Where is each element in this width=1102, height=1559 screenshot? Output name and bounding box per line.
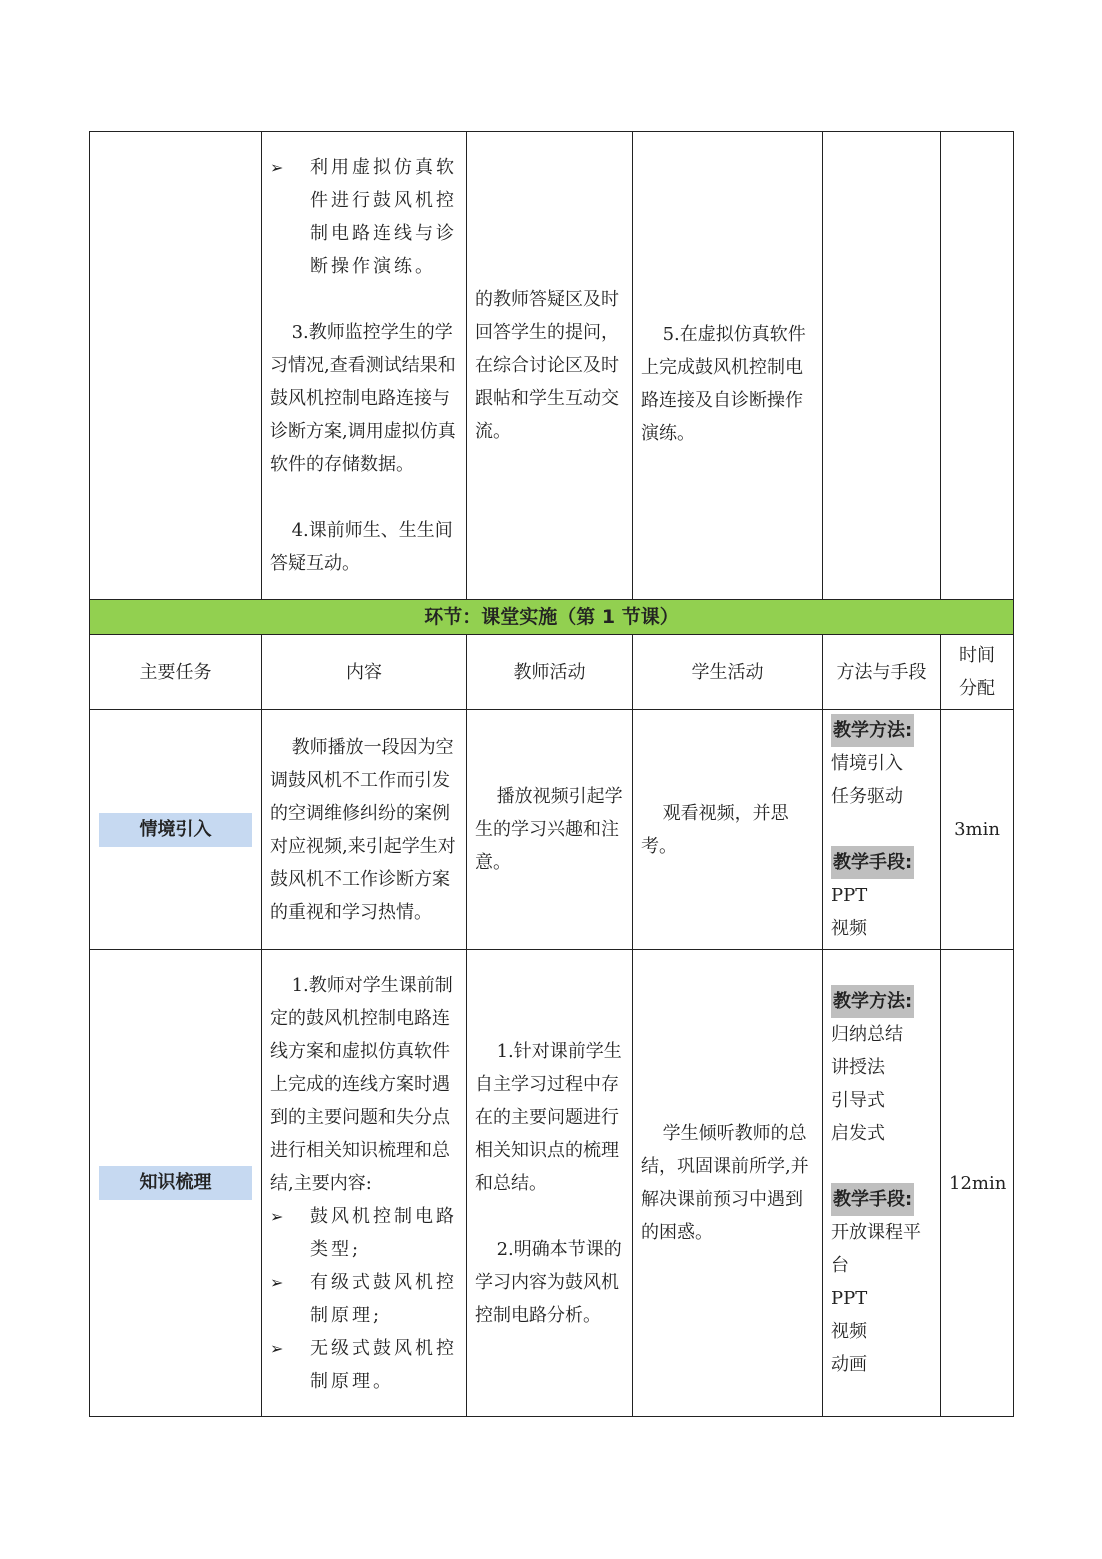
means-item: PPT [831, 1288, 868, 1309]
method-item: 启发式 [831, 1123, 885, 1144]
content-paragraph-3: 3.教师监控学生的学习情况,查看测试结果和鼓风机控制电路连接与诊断方案,调用虚拟仿真软件的存储数据。 [270, 322, 456, 475]
continued-row [90, 132, 1014, 600]
arrow-bullet-icon: ➢ [270, 1272, 284, 1292]
content-bullet: ➢ 无级式鼓风机控制原理。 [270, 1332, 458, 1398]
continued-method-cell [823, 132, 941, 600]
arrow-bullet-icon: ➢ [270, 158, 284, 177]
method-item: 归纳总结 [831, 1024, 903, 1045]
teacher-cell: 播放视频引起学生的学习兴趣和注意。 [467, 710, 633, 950]
section-header-row [90, 600, 1014, 635]
means-item: 视频 [831, 918, 867, 939]
means-label: 教学手段: [831, 1183, 914, 1216]
arrow-bullet-icon: ➢ [270, 1206, 284, 1226]
content-bullet: ➢ 鼓风机控制电路类型; [270, 1200, 458, 1266]
content-cell: 教师播放一段因为空调鼓风机不工作而引发的空调维修纠纷的案例对应视频,来引起学生对鼓风机不工作诊断方案的重视和学习热情。 [262, 710, 467, 950]
header-teacher: 教师活动 [467, 635, 633, 710]
method-item: 情境引入 [831, 753, 903, 774]
method-item: 引导式 [831, 1090, 885, 1111]
method-label: 教学方法: [831, 985, 914, 1018]
time-cell: 3min [941, 710, 1014, 950]
continued-teacher-cell: 的教师答疑区及时回答学生的提问，在综合讨论区及时跟帖和学生互动交流。 [467, 132, 633, 600]
student-cell: 学生倾听教师的总结，巩固课前所学,并解决课前预习中遇到的困惑。 [633, 950, 823, 1417]
teacher-cell: 1.针对课前学生自主学习过程中存在的主要问题进行相关知识点的梳理和总结。 2.明确本节课的学习内容为鼓风机控制电路分析。 [467, 950, 633, 1417]
content-paragraph-4: 4.课前师生、生生间答疑互动。 [270, 520, 453, 574]
table-row [90, 710, 1014, 950]
continued-content-cell [262, 132, 467, 600]
task-label: 知识梳理 [99, 1166, 252, 1200]
content-cell: 1.教师对学生课前制定的鼓风机控制电路连线方案和虚拟仿真软件上完成的连线方案时遇到的主要问题和失分点进行相关知识梳理和总结,主要内容: ➢ 鼓风机控制电路类型; ➢ 有级式鼓风机控制原理; ➢ 无级式鼓风机控制原理。 [262, 950, 467, 1417]
header-method: 方法与手段 [823, 635, 941, 710]
means-label: 教学手段: [831, 846, 914, 879]
task-cell [90, 710, 262, 950]
method-item: 讲授法 [831, 1057, 885, 1078]
method-label: 教学方法: [831, 714, 914, 747]
means-item: PPT [831, 885, 868, 906]
header-content: 内容 [262, 635, 467, 710]
means-item: 动画 [831, 1354, 867, 1375]
method-cell [823, 950, 941, 1417]
header-task: 主要任务 [90, 635, 262, 710]
lesson-plan-table [89, 131, 1014, 1417]
column-header-row [90, 635, 1014, 710]
content-bullet: ➢ 有级式鼓风机控制原理; [270, 1266, 458, 1332]
header-time: 时间 分配 [941, 635, 1014, 710]
method-item: 任务驱动 [831, 786, 903, 807]
student-cell: 观看视频，并思考。 [633, 710, 823, 950]
task-label: 情境引入 [99, 813, 252, 847]
arrow-bullet-icon: ➢ [270, 1338, 284, 1358]
means-item: 开放课程平台 [831, 1222, 921, 1276]
time-cell: 12min [941, 950, 1014, 1417]
continued-time-cell [941, 132, 1014, 600]
content-bullet: ➢ 利用虚拟仿真软件进行鼓风机控制电路连线与诊断操作演练。 [270, 151, 458, 283]
method-cell [823, 710, 941, 950]
header-student: 学生活动 [633, 635, 823, 710]
continued-task-cell [90, 132, 262, 600]
task-cell [90, 950, 262, 1417]
means-item: 视频 [831, 1321, 867, 1342]
section-title: 环节：课堂实施（第 1 节课） [90, 600, 1014, 635]
continued-student-cell: 5.在虚拟仿真软件上完成鼓风机控制电路连接及自诊断操作演练。 [633, 132, 823, 600]
table-row [90, 950, 1014, 1417]
